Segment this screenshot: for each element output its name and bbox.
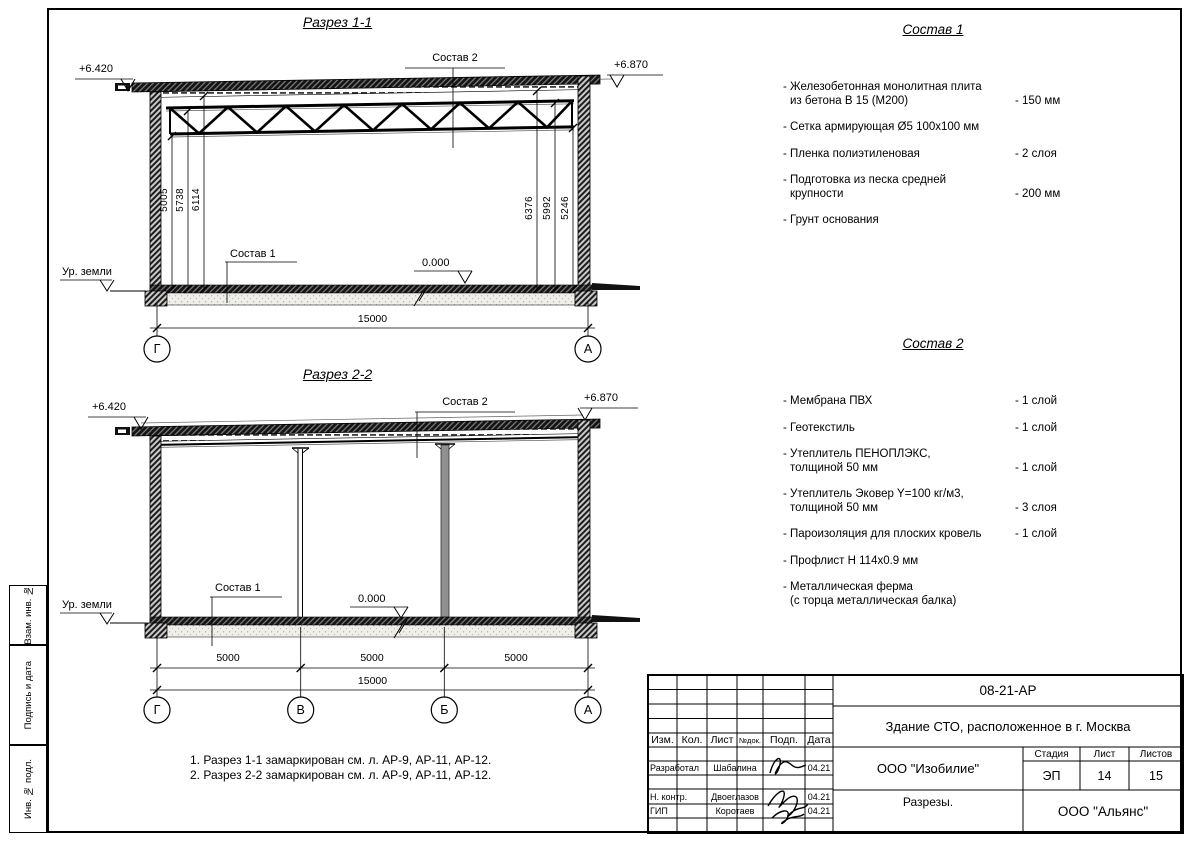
stamp-col-data: Дата: [807, 734, 831, 746]
stamp-sheets-label: Листов: [1139, 748, 1173, 760]
section1-zero-level: 0.000: [422, 257, 450, 269]
list-item: - Грунт основания: [783, 214, 879, 226]
footing-right: [575, 291, 597, 306]
stamp-sheet-value: 14: [1097, 768, 1112, 783]
stamp-date-developer: 04.21: [807, 763, 831, 773]
stamp-col-list: Лист: [710, 734, 734, 746]
stamp-project-name: Здание СТО, расположенное в г. Москва: [885, 719, 1131, 734]
list-item: - Пленка полиэтиленовая - 2 слоя: [783, 147, 1057, 160]
list-item: - Пароизоляция для плоских кровель - 1 слой: [783, 528, 1058, 540]
stamp-doc-code: 08-21-АР: [979, 683, 1037, 698]
section2-dim-vb: 5000: [360, 652, 384, 664]
section2-dim-gv: 5000: [216, 652, 240, 664]
sostav1-block: [783, 22, 1083, 241]
stamp-firm: ООО "Альянс": [1057, 804, 1149, 819]
footing-right: [575, 623, 597, 638]
section1-dim-6114: 6114: [191, 188, 202, 212]
stamp-col-izm: Изм.: [651, 734, 674, 746]
axis-bubble-a: А: [583, 342, 593, 356]
section1-ground-label: Ур. земли: [62, 266, 112, 278]
list-item: - Подготовка из песка средней крупности - 200 мм: [783, 174, 1061, 200]
notes: [190, 753, 491, 783]
section1-sostav2-label: Состав 2: [432, 52, 478, 64]
note-line-1: 1. Разрез 1-1 замаркирован см. л. АР-9, АР-11, АР-12.: [190, 753, 492, 767]
span-dimension: [144, 303, 601, 362]
sostav1-title: Состав 1: [902, 22, 964, 37]
section2-ground-label: Ур. земли: [62, 599, 112, 611]
floor-slab: [150, 617, 592, 625]
margin-box-podpis: Подпись и дата: [9, 645, 47, 745]
axis-bubble-b: Б: [440, 703, 449, 717]
section1-dim-5738: 5738: [175, 188, 186, 212]
section2-sostav2-label: Состав 2: [442, 396, 488, 408]
section1-dim-5246: 5246: [560, 196, 571, 220]
section1-dim-5005: 5005: [159, 188, 170, 212]
section2-dim-ba: 5000: [504, 652, 528, 664]
list-item: - Геотекстиль - 1 слой: [783, 421, 1058, 434]
section2-dim-total: 15000: [357, 675, 388, 687]
floor-slab: [150, 285, 592, 293]
footing-left: [145, 291, 167, 306]
list-item: - Профлист Н 114x0.9 мм: [783, 554, 919, 567]
margin-box-inv: Инв. № подл.: [9, 745, 47, 833]
stamp-date-gip: 04.21: [807, 806, 831, 816]
column-v: [292, 448, 309, 617]
stamp-stage-value: ЭП: [1042, 768, 1061, 783]
stamp-col-podp: Подп.: [770, 734, 798, 746]
footing-left: [145, 623, 167, 638]
section2-elev-left: +6.420: [92, 401, 126, 413]
wall-left: [150, 436, 161, 623]
list-item: - Сетка армирующая Ø5 100x100 мм: [783, 121, 980, 133]
section2-sostav1-label: Состав 1: [215, 582, 261, 594]
stamp-col-ndok: №док.: [739, 735, 761, 745]
section2-elev-right: +6.870: [584, 392, 618, 404]
stamp-sheet-name: Разрезы.: [902, 795, 954, 809]
axis-bubble-a: А: [583, 703, 593, 717]
roof-drain: [115, 427, 130, 435]
section2-title: Разрез 2-2: [302, 366, 373, 382]
section1-elev-left: +6.420: [79, 63, 113, 75]
list-item: - Металлическая ферма (с торца металлическая балка): [783, 581, 957, 607]
axis-bubble-g: Г: [153, 342, 161, 356]
axis-bubble-g: Г: [153, 703, 161, 717]
stamp-name-gip: Коротаев: [715, 806, 755, 816]
sostav2-block: [783, 336, 1083, 621]
list-item: - Утеплитель ПЕНОПЛЭКС, толщиной 50 мм - 1 слой: [783, 448, 1058, 474]
roof-truss: [166, 101, 574, 137]
section1-title: Разрез 1-1: [302, 14, 373, 30]
sand-layer: [150, 625, 592, 637]
section1-dim-total: 15000: [357, 313, 388, 325]
list-item: - Мембрана ПВХ - 1 слой: [783, 395, 1058, 407]
stamp-name-developer: Шабалина: [713, 763, 757, 773]
section1-elev-right: +6.870: [614, 59, 648, 71]
signature-icon: [768, 758, 808, 823]
stamp-stage-label: Стадия: [1034, 748, 1069, 760]
list-item: - Утеплитель Эковер Y=100 кг/м3, толщиной 50 мм - 3 слоя: [783, 488, 1057, 514]
column-b: [435, 444, 455, 617]
sostav2-title: Состав 2: [902, 336, 964, 351]
section1-dim-5992: 5992: [542, 196, 553, 220]
stamp-date-ncontr: 04.21: [807, 791, 831, 802]
stamp-name-ncontr: Двоеглазов: [711, 791, 759, 802]
section1-sostav1-label: Состав 1: [230, 248, 276, 260]
list-item: - Железобетонная монолитная плита из бетона В 15 (М200) - 150 мм: [783, 81, 1061, 107]
section2-zero-level: 0.000: [358, 593, 386, 605]
stamp-role-ncontr: Н. контр.: [650, 791, 688, 802]
section1-dim-6376: 6376: [524, 196, 535, 220]
stamp-col-kol: Кол.: [681, 734, 703, 746]
stamp-role-gip: ГИП: [650, 806, 668, 816]
wall-right: [578, 76, 590, 291]
note-line-2: 2. Разрез 2-2 замаркирован см. л. АР-9, АР-11, АР-12.: [190, 768, 492, 782]
margin-box-vzam: Взам. инв. №: [9, 585, 47, 645]
stamp-role-developer: Разработал: [650, 763, 699, 773]
stamp-company: ООО "Изобилие": [876, 761, 980, 776]
stamp-sheets-value: 15: [1149, 768, 1163, 783]
axis-bubble-v: В: [296, 703, 305, 717]
stamp-sheet-label: Лист: [1093, 748, 1116, 760]
sand-layer: [150, 293, 592, 305]
wall-right: [578, 420, 590, 623]
